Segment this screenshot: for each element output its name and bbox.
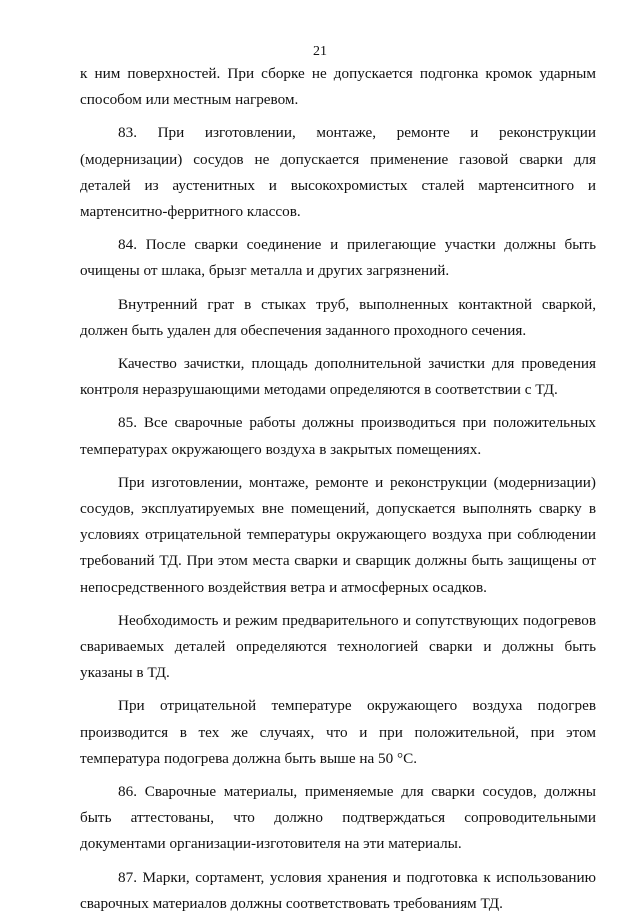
paragraph-clause-83: 83. При изготовлении, монтаже, ремонте и реконструкции (модернизации) сосудов не допускается применение газовой сварки для деталей из аустенитных и высокохромистых сталей мартенситного и мартенситно-ферритного классов. (80, 124, 596, 221)
paragraph-clause-86: 86. Сварочные материалы, применяемые для сварки сосудов, должны быть аттестованы, что должно подтверждаться сопроводительными документами организации-изготовителя на эти материалы. (80, 783, 596, 853)
paragraph-preheating: Необходимость и режим предварительного и сопутствующих подогревов свариваемых деталей определяются технологией сварки и должны быть указаны в ТД. (80, 611, 596, 682)
paragraph-outdoor-welding: При изготовлении, монтаже, ремонте и реконструкции (модернизации) сосудов, эксплуатируемых вне помещений, допускается выполнять сварку в условиях отрицательной температуры окружающего воздуха при соблюдении требований ТД. При этом места сварки и сварщик должны быть защищены от непосредственного воздействия ветра и атмосферных осадков. (80, 473, 596, 596)
document-body (80, 61, 596, 924)
paragraph-cleaning-quality: Качество зачистки, площадь дополнительной зачистки для проведения контроля неразрушающими методами определяются в соответствии с ТД. (80, 355, 596, 399)
paragraph-clause-84: 84. После сварки соединение и прилегающие участки должны быть очищены от шлака, брызг металла и других загрязнений. (80, 236, 596, 280)
paragraph-grat-removal: Внутренний грат в стыках труб, выполненных контактной сваркой, должен быть удален для обеспечения заданного проходного сечения. (80, 295, 596, 339)
paragraph-clause-87: 87. Марки, сортамент, условия хранения и подготовка к использованию сварочных материалов должны соответствовать требованиям ТД. (80, 868, 596, 912)
paragraph-clause-85: 85. Все сварочные работы должны производиться при положительных температурах окружающего воздуха в закрытых помещениях. (80, 414, 596, 458)
page-number: 21 (313, 44, 327, 59)
paragraph-negative-temperature: При отрицательной температуре окружающего воздуха подогрев производится в тех же случаях, что и при положительной, при этом температура подогрева должна быть выше на 50 °С. (80, 697, 596, 767)
paragraph-continuation: к ним поверхностей. При сборке не допускается подгонка кромок ударным способом или местным нагревом. (80, 65, 596, 109)
